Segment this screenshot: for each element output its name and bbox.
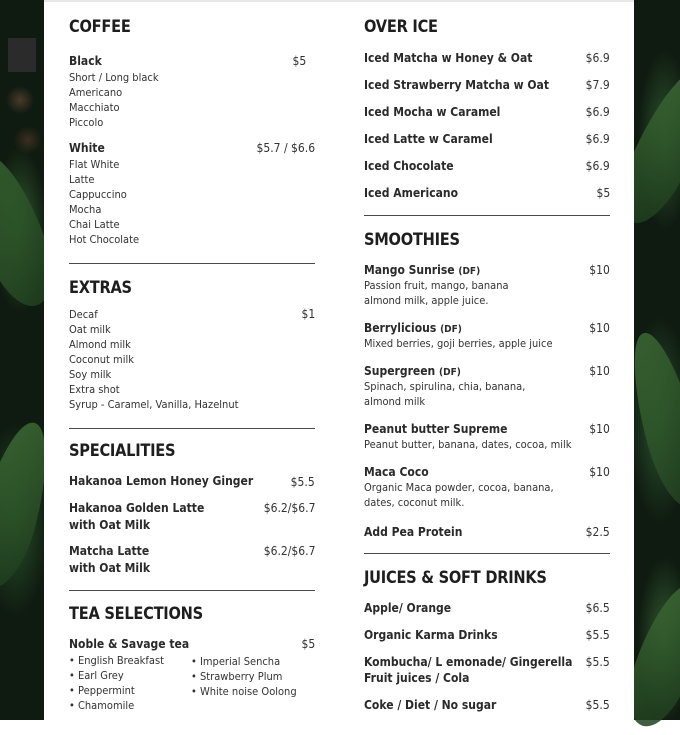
coffee-item: Flat White: [69, 158, 120, 171]
coffee-item: Hot Chocolate: [69, 233, 140, 246]
smoothie-desc: almond milk, apple juice.: [364, 294, 489, 307]
speciality-name-line2: with Oat Milk: [69, 561, 151, 575]
tea-item: • Earl Grey: [69, 669, 124, 682]
extras-item: Decaf: [69, 308, 98, 321]
extras-price: $1: [301, 307, 315, 321]
menu-board: [44, 0, 634, 720]
smoothie-desc: dates, coconut milk.: [364, 496, 465, 509]
juice-price: $5.5: [585, 628, 610, 642]
tea-brand-name: Noble & Savage tea: [69, 637, 190, 651]
smoothie-name: Mango Sunrise (DF): [364, 263, 481, 277]
extras-item: Almond milk: [69, 338, 131, 351]
smoothie-desc: Spinach, spirulina, chia, banana,: [364, 380, 526, 393]
over-ice-item: Iced Strawberry Matcha w Oat: [364, 78, 549, 92]
tea-item: • White noise Oolong: [191, 685, 297, 698]
juice-item: Coke / Diet / No sugar: [364, 698, 497, 712]
speciality-name: Hakanoa Golden Latte: [69, 501, 205, 515]
over-ice-price: $7.9: [585, 78, 610, 92]
dairy-free-tag: (DF): [458, 266, 481, 277]
juice-price: $5.5: [585, 698, 610, 712]
tea-item: • Chamomile: [69, 699, 135, 712]
smoothie-price: $10: [589, 321, 610, 335]
coffee-item: Macchiato: [69, 101, 120, 114]
juices-heading: JUICES & SOFT DRINKS: [364, 568, 547, 588]
tea-heading: TEA SELECTIONS: [69, 604, 203, 624]
over-ice-price: $6.9: [585, 105, 610, 119]
white-coffee-price: $5.7 / $6.6: [256, 141, 315, 155]
tea-item: • Peppermint: [69, 684, 135, 697]
dairy-free-tag: (DF): [440, 324, 462, 335]
specialities-heading: SPECIALITIES: [69, 441, 176, 461]
over-ice-heading: OVER ICE: [364, 17, 438, 37]
dairy-free-tag: (DF): [439, 367, 461, 378]
extras-item: Syrup - Caramel, Vanilla, Hazelnut: [69, 398, 239, 411]
over-ice-item: Iced Mocha w Caramel: [364, 105, 501, 119]
over-ice-item: Iced Matcha w Honey & Oat: [364, 51, 533, 65]
speciality-name: Matcha Latte: [69, 544, 150, 558]
smoothie-name: Supergreen (DF): [364, 364, 461, 378]
coffee-item: Cappuccino: [69, 188, 127, 201]
extras-heading: EXTRAS: [69, 278, 132, 298]
over-ice-item: Iced Americano: [364, 186, 459, 200]
tea-item: • Imperial Sencha: [191, 655, 281, 668]
extras-item: Soy milk: [69, 368, 112, 381]
coffee-item: Mocha: [69, 203, 102, 216]
smoothie-desc: Mixed berries, goji berries, apple juice: [364, 337, 553, 350]
juice-item: Kombucha/ L emonade/ Gingerella: [364, 655, 573, 669]
coffee-item: Chai Latte: [69, 218, 120, 231]
smoothie-name: Peanut butter Supreme: [364, 422, 508, 436]
smoothie-name: Berrylicious (DF): [364, 321, 462, 335]
smoothie-desc: almond milk: [364, 395, 426, 408]
coffee-item: Piccolo: [69, 116, 104, 129]
juice-price: $6.5: [585, 601, 610, 615]
section-divider: [364, 215, 610, 216]
over-ice-item: Iced Latte w Caramel: [364, 132, 493, 146]
dark-square-decoration: [8, 38, 36, 72]
juice-item-line2: Fruit juices / Cola: [364, 671, 470, 685]
black-coffee-name: Black: [69, 54, 102, 68]
juice-item: Organic Karma Drinks: [364, 628, 498, 642]
black-coffee-price: $5: [292, 54, 306, 68]
coffee-item: Latte: [69, 173, 95, 186]
section-divider: [69, 590, 315, 591]
tea-item: • English Breakfast: [69, 654, 165, 667]
coffee-item: Short / Long black: [69, 71, 159, 84]
top-border: [44, 0, 634, 2]
smoothie-desc: Passion fruit, mango, banana: [364, 279, 509, 292]
smoothie-price: $10: [589, 263, 610, 277]
speciality-price: $5.5: [290, 475, 315, 489]
speciality-name: Hakanoa Lemon Honey Ginger: [69, 474, 254, 488]
over-ice-price: $6.9: [585, 159, 610, 173]
tea-price: $5: [301, 637, 315, 651]
coffee-item: Americano: [69, 86, 123, 99]
extras-item: Extra shot: [69, 383, 120, 396]
add-protein-price: $2.5: [585, 525, 610, 539]
smoothie-desc: Organic Maca powder, cocoa, banana,: [364, 481, 554, 494]
speciality-name-line2: with Oat Milk: [69, 518, 151, 532]
juice-price: $5.5: [585, 655, 610, 669]
speciality-price: $6.2/$6.7: [263, 544, 315, 558]
over-ice-price: $6.9: [585, 132, 610, 146]
add-protein-name: Add Pea Protein: [364, 525, 463, 539]
juice-item: Apple/ Orange: [364, 601, 452, 615]
over-ice-price: $6.9: [585, 51, 610, 65]
smoothie-name: Maca Coco: [364, 465, 429, 479]
extras-item: Oat milk: [69, 323, 111, 336]
over-ice-item: Iced Chocolate: [364, 159, 454, 173]
speciality-price: $6.2/$6.7: [263, 501, 315, 515]
section-divider: [69, 428, 315, 429]
over-ice-price: $5: [596, 186, 610, 200]
smoothie-price: $10: [589, 422, 610, 436]
section-divider: [364, 553, 610, 554]
coffee-heading: COFFEE: [69, 17, 131, 37]
extras-item: Coconut milk: [69, 353, 134, 366]
section-divider: [69, 263, 315, 264]
smoothie-price: $10: [589, 465, 610, 479]
white-coffee-name: White: [69, 141, 105, 155]
smoothie-desc: Peanut butter, banana, dates, cocoa, milk: [364, 438, 572, 451]
tea-item: • Strawberry Plum: [191, 670, 283, 683]
smoothies-heading: SMOOTHIES: [364, 230, 460, 250]
smoothie-price: $10: [589, 364, 610, 378]
